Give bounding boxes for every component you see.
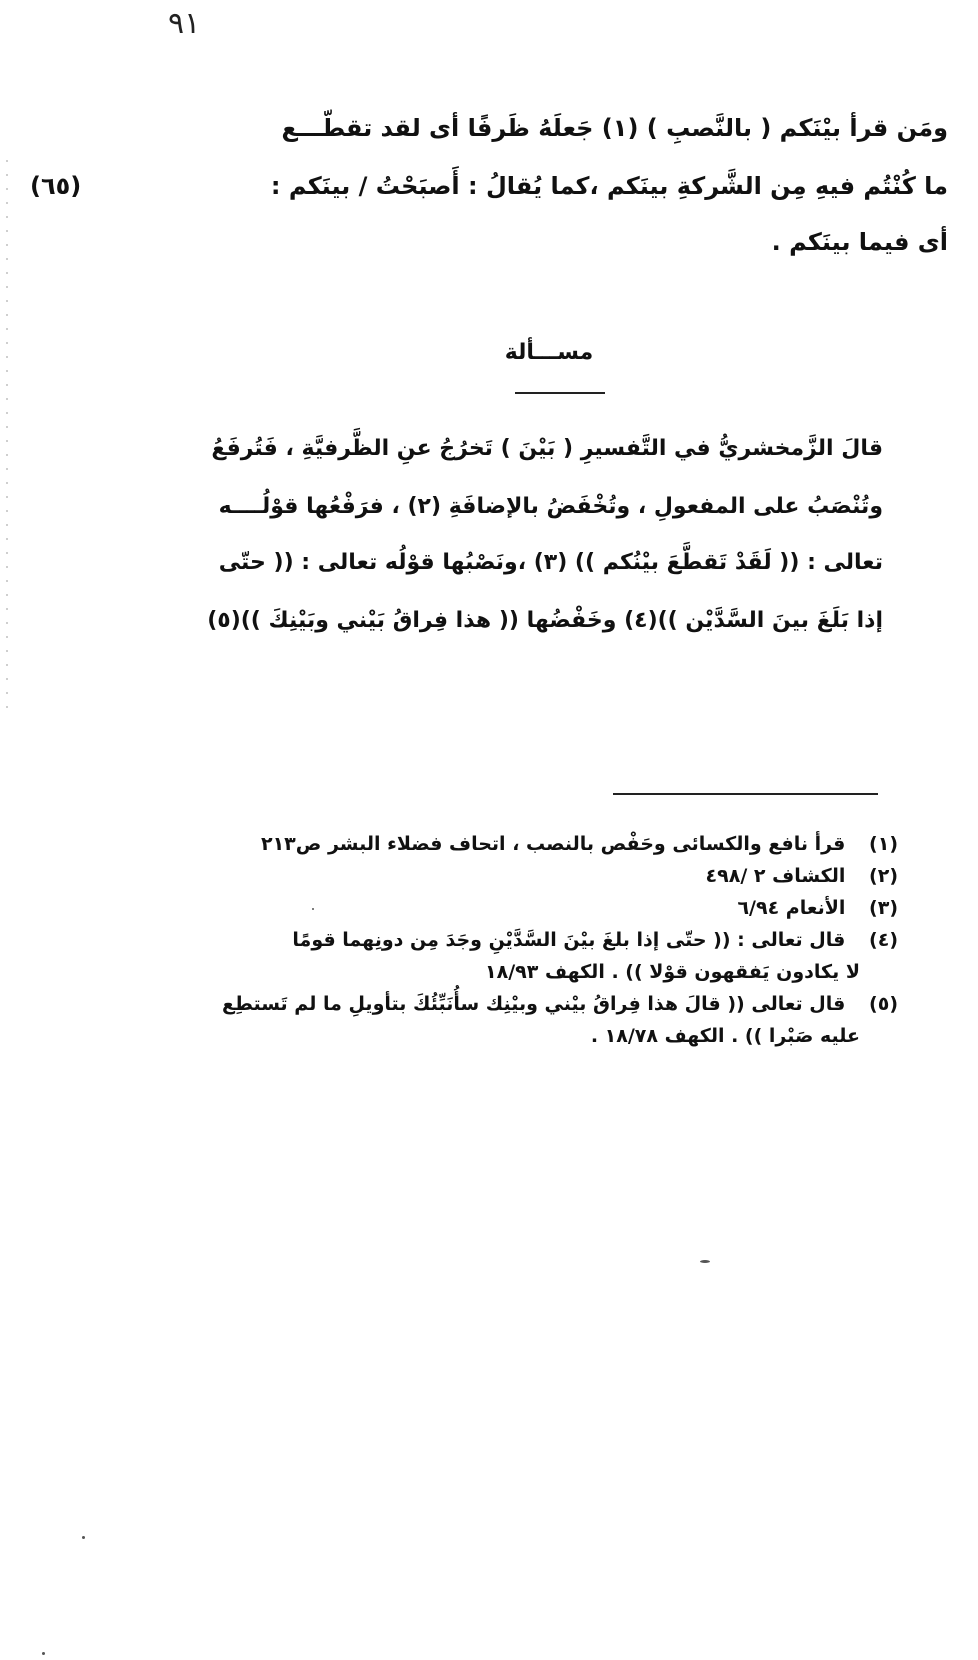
scan-speck [312, 908, 314, 910]
footnote-item [292, 929, 898, 951]
footnote-item [737, 897, 898, 919]
footnote-text: الكشاف ٢ /٤٩٨ [705, 865, 846, 887]
footnote-separator [613, 793, 878, 795]
paragraph-line: إذا بَلَغَ بينَ السَّدَّيْن ))(٤) وخَفْضُها (( هذا فِراقُ بَيْني وبَيْنِكَ ))(٥) [207, 608, 883, 633]
paragraph-line: أى فيما بينَكم . [771, 228, 948, 256]
scan-speck [82, 1536, 85, 1539]
paragraph-line: ومَن قرأ بيْنَكم ( بالنَّصبِ ) (١) جَعلَهُ ظَرفًا أى لقد تقطّـــع [281, 114, 948, 142]
footnote-text: قال تعالى : (( حتّى إذا بلغَ بيْنَ السَّدَّيْنِ وجَدَ مِن دونِهما قومًا [292, 929, 846, 951]
footnote-text: قرأ نافع والكسائى وحَفْص بالنصب ، اتحاف فضلاء البشر ص٢١٣ [260, 833, 846, 855]
paragraph-line: ما كُنْتُم فيهِ مِن الشَّركةِ بينَكم ،كما يُقالُ : أَصبَحْتُ / بينَكم : [270, 172, 948, 200]
section-heading: مســـألة [504, 340, 594, 365]
footnote-continuation [485, 961, 860, 983]
heading-underline [515, 392, 605, 394]
footnote-text: عليه صَبْرا )) . الكهف ١٨/٧٨ . [590, 1025, 860, 1047]
footnote-item [706, 865, 898, 887]
footnote-number: (٣) [869, 897, 898, 919]
footnote-text: الأنعام ٦/٩٤ [737, 897, 846, 919]
scan-speck [700, 1260, 710, 1263]
footnote-number: (٥) [869, 993, 898, 1015]
footnote-item [222, 993, 898, 1015]
footnotes [30, 825, 898, 1075]
opening-paragraph [30, 100, 948, 270]
main-paragraph [30, 420, 883, 660]
paragraph-line: قالَ الزَّمخشريُّ في التَّفسيرِ ( بَيْنَ ) تَخرُجُ عنِ الظَّرفيَّةِ ، فَتُرفَعُ [211, 436, 883, 461]
paragraph-line: تعالى : (( لَقَدْ تَقطَّعَ بيْنُكم )) (٣) ،ونَصْبُها قوْلُه تعالى : (( حتّى [218, 550, 883, 575]
footnote-item [261, 833, 898, 855]
footnote-number: (١) [869, 833, 898, 855]
paragraph-line: وتُنْصَبُ على المفعولِ ، وتُخْفَضُ بالإضافَةِ (٢) ، فرَفْعُها قوْلُــــه [218, 494, 883, 519]
footnote-number: (٤) [869, 929, 898, 951]
scan-speck [42, 1652, 45, 1655]
handwritten-page-number: ٩١ [168, 6, 201, 41]
page-reference: (٦٥) [30, 172, 82, 200]
scan-margin-artifact [6, 160, 8, 720]
footnote-number: (٢) [869, 865, 898, 887]
footnote-text: لا يكادون يَفقهون قوْلا )) . الكهف ١٨/٩٣ [485, 961, 860, 983]
footnote-text: قال تعالى (( قالَ هذا فِراقُ بيْني وبيْنِك سأُنَبِّئُكَ بتأويلِ ما لم تَستطِع [221, 993, 846, 1015]
footnote-continuation [591, 1025, 860, 1047]
